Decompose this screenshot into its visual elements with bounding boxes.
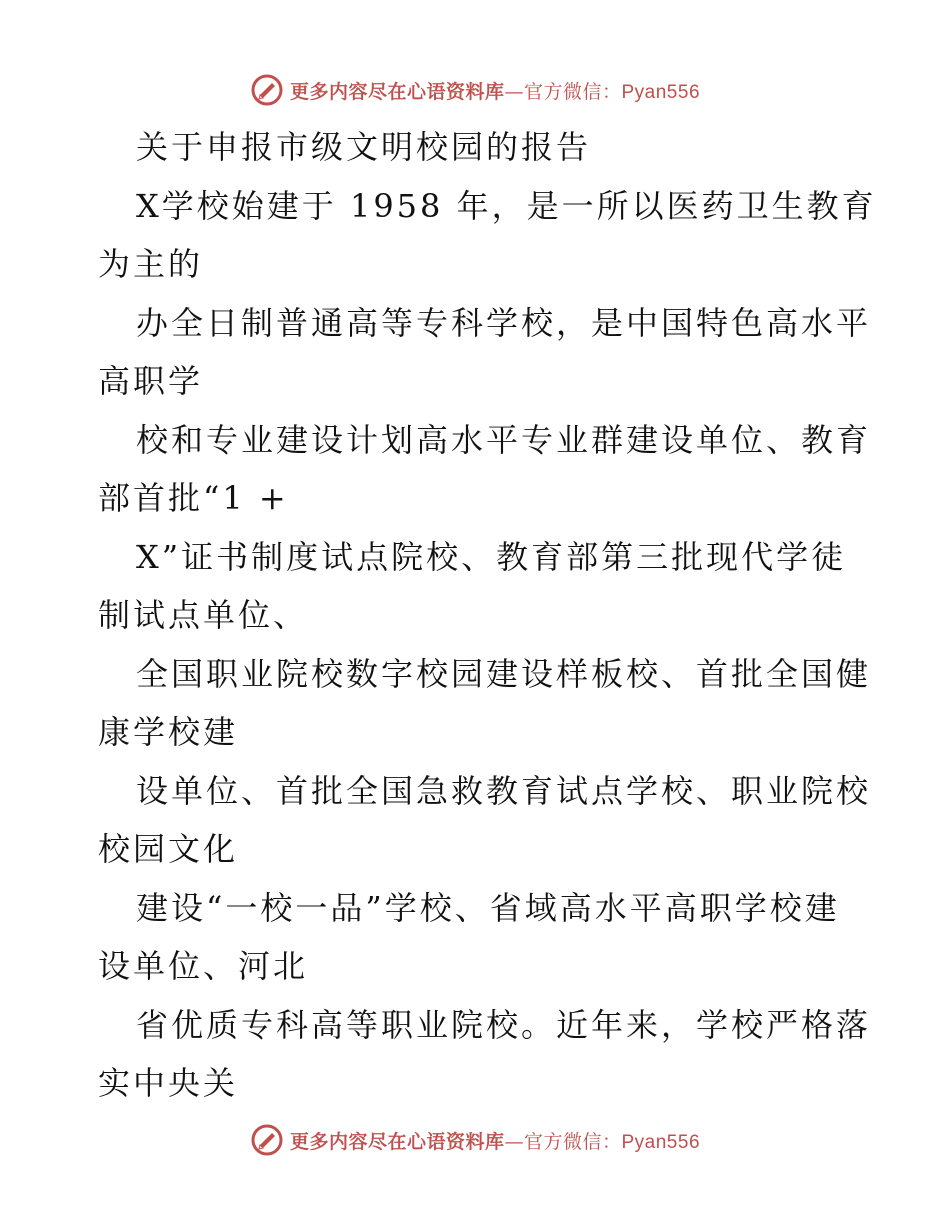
footer-banner <box>0 1120 950 1160</box>
paragraph-line: 设单位、河北 <box>98 947 309 985</box>
paragraph-line: 校和专业建设计划高水平专业群建设单位、教育 <box>136 420 872 459</box>
footer-wechat-label: 官方微信： <box>523 1130 622 1153</box>
paragraph-line: 办全日制普通高等专科学校，是中国特色高水平 <box>136 303 872 342</box>
paragraph-line: 部首批“1 + <box>98 479 289 517</box>
paragraph-line: 全国职业院校数字校园建设样板校、首批全国健 <box>136 654 872 693</box>
paragraph-line: 设单位、首批全国急救教育试点学校、职业院校 <box>136 771 872 810</box>
header-banner <box>0 70 950 110</box>
header-wechat-label: 官方微信： <box>523 80 622 103</box>
paragraph-line: 康学校建 <box>98 713 239 751</box>
paragraph-line: 为主的 <box>98 245 204 283</box>
paragraph-line: 制试点单位、 <box>98 596 309 634</box>
paragraph-line: 实中央关 <box>98 1064 239 1102</box>
paragraph-line: 校园文化 <box>98 830 239 868</box>
footer-banner-title: 更多内容尽在心语资料库 <box>289 1130 505 1153</box>
paragraph-line: 高职学 <box>98 362 204 400</box>
footer-banner-dash: — <box>504 1130 524 1153</box>
paragraph-line: X学校始建于 1958 年，是一所以医药卫生教育 <box>136 186 877 225</box>
footer-wechat-handle: Pyan556 <box>621 1131 701 1153</box>
document-body <box>98 118 877 1113</box>
pen-logo-icon <box>250 73 284 107</box>
header-banner-text <box>290 77 700 104</box>
header-wechat-handle: Pyan556 <box>621 81 701 103</box>
header-banner-title: 更多内容尽在心语资料库 <box>289 80 505 103</box>
pen-logo-icon <box>250 1123 284 1157</box>
header-banner-dash: — <box>504 80 524 103</box>
document-title: 关于申报市级文明校园的报告 <box>136 128 592 166</box>
paragraph-line: X”证书制度试点院校、教育部第三批现代学徒 <box>136 537 847 576</box>
footer-banner-text <box>290 1127 700 1154</box>
paragraph-line: 建设“一校一品”学校、省域高水平高职学校建 <box>136 888 840 927</box>
paragraph-line: 省优质专科高等职业院校。近年来，学校严格落 <box>136 1005 872 1044</box>
